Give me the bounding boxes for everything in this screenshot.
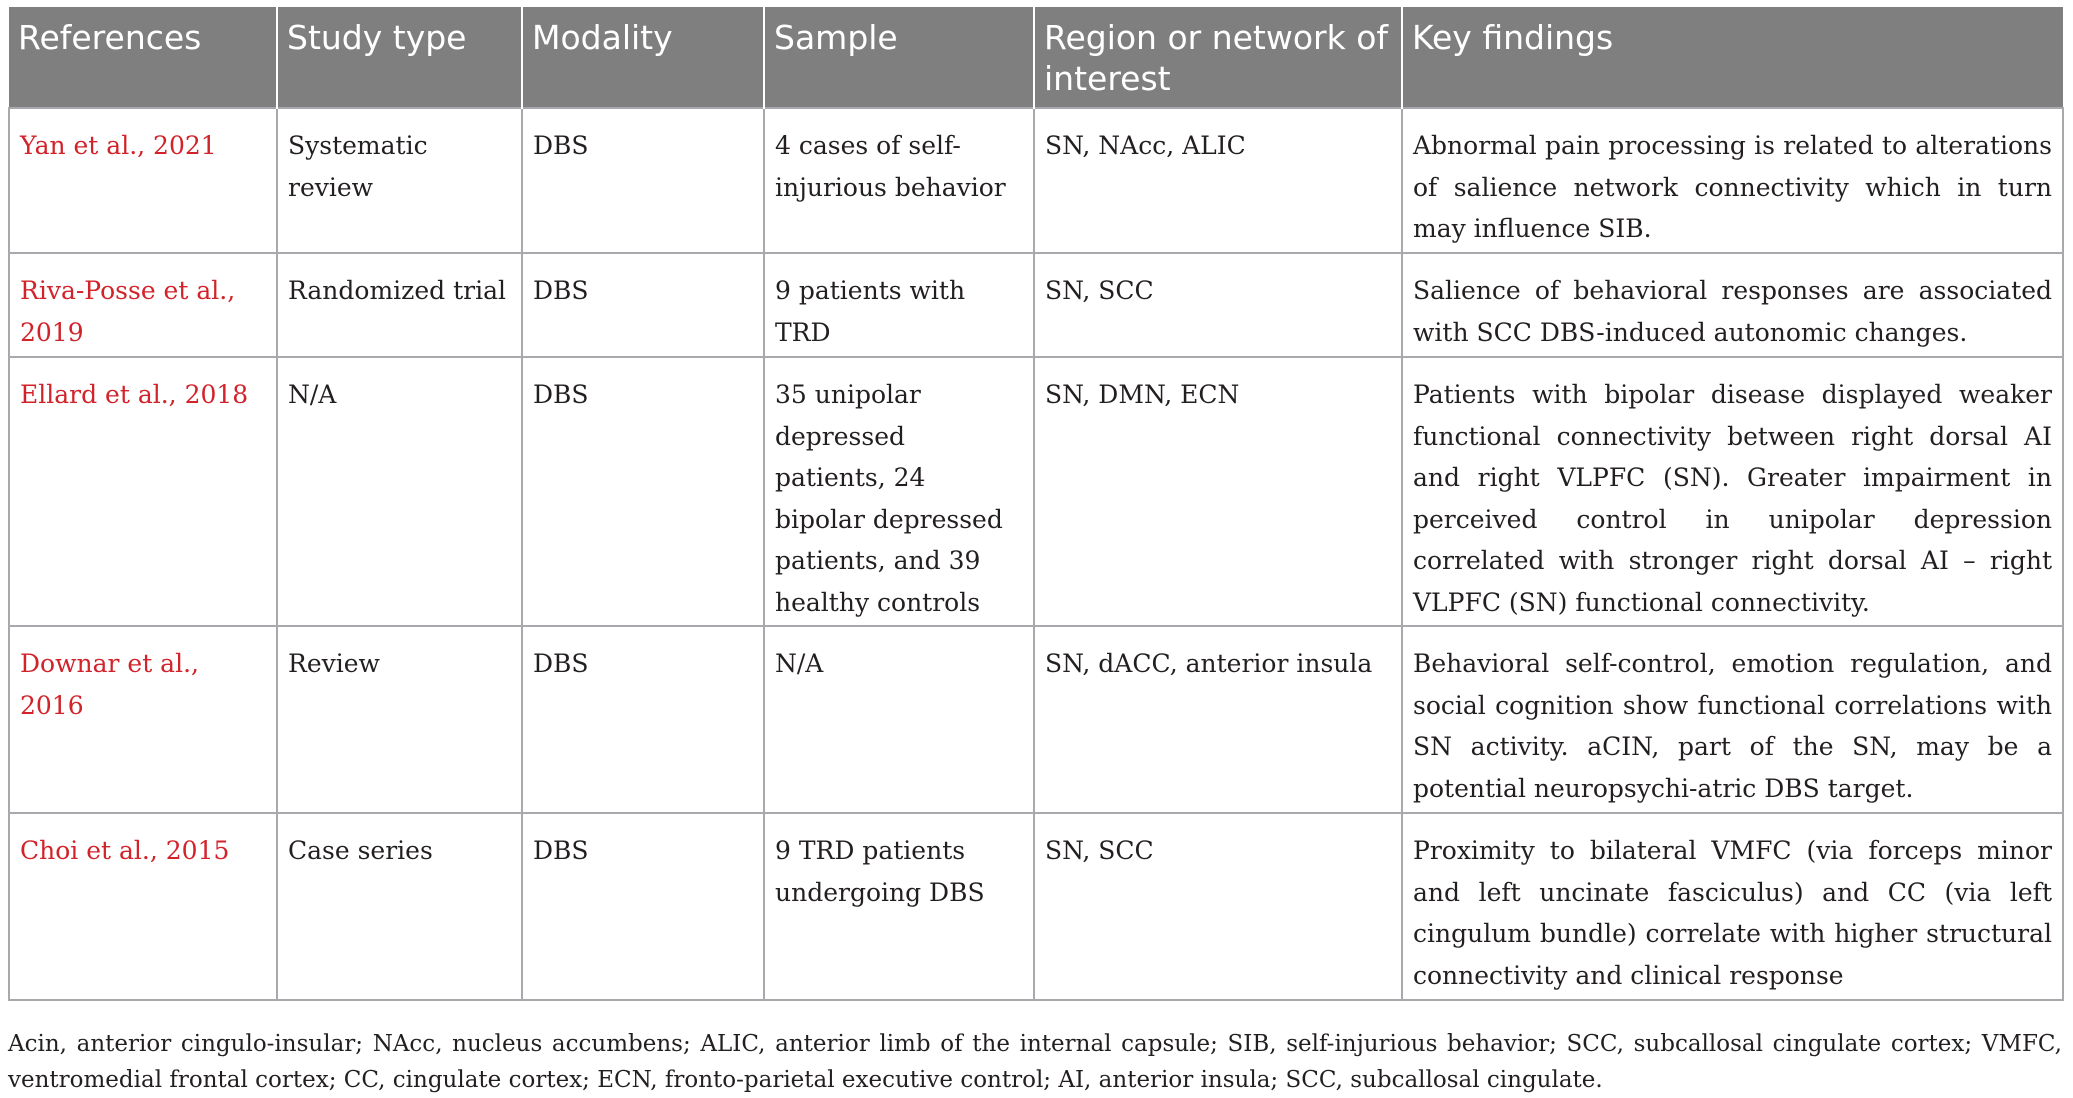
cell-key-findings: Abnormal pain processing is related to alterations of salience network connectivity which in turn may influence SIB.	[1402, 108, 2063, 253]
header-references: References	[18, 18, 202, 57]
cell-key-findings: Salience of behavioral responses are associated with SCC DBS-induced autonomic changes.	[1402, 253, 2063, 357]
reference-year-link[interactable]: 2016	[20, 690, 84, 720]
cell-reference[interactable]	[9, 813, 277, 1000]
cell-study-type: Randomized trial	[277, 253, 522, 357]
cell-study-type: Review	[277, 626, 522, 813]
cell-key-findings: Proximity to bilateral VMFC (via forceps minor and left uncinate fasciculus) and CC (via left cingulum bundle) correlate with higher structural connectivity and clinical response	[1402, 813, 2063, 1000]
reference-author-link[interactable]: Downar et al.,	[20, 649, 199, 678]
cell-modality: DBS	[522, 108, 764, 253]
cell-sample: 35 unipolar depressed patients, 24 bipolar depressed patients, and 39 healthy controls	[764, 357, 1034, 626]
reference-year-link[interactable]: 2019	[20, 317, 84, 347]
literature-table-container	[8, 7, 2062, 1001]
cell-reference[interactable]	[9, 253, 277, 357]
reference-author-link[interactable]: Ellard et al.,	[20, 380, 185, 409]
cell-study-type: N/A	[277, 357, 522, 626]
cell-sample: N/A	[764, 626, 1034, 813]
cell-study-type: Case series	[277, 813, 522, 1000]
cell-region: SN, SCC	[1034, 813, 1402, 1000]
cell-modality: DBS	[522, 626, 764, 813]
table-footnote: Acin, anterior cingulo-insular; NAcc, nucleus accumbens; ALIC, anterior limb of the internal capsule; SIB, self-injurious behavior; SCC, subcallosal cingulate cortex; VMFC, ventromedial frontal cortex; CC, cingulate cortex; ECN, fronto-parietal executive control; AI, anterior insula; SCC, subcallosal cingulate.	[8, 1031, 2062, 1093]
cell-study-type: Systematic review	[277, 108, 522, 253]
reference-author-link[interactable]: Riva-Posse et al.,	[20, 276, 236, 305]
table-row	[9, 108, 2063, 253]
cell-sample: 4 cases of self-injurious behavior	[764, 108, 1034, 253]
header-key-findings: Key findings	[1402, 7, 2063, 108]
table-row	[9, 626, 2063, 813]
header-region: Region or network of interest	[1034, 7, 1402, 108]
cell-region: SN, SCC	[1034, 253, 1402, 357]
header-study-type: Study type	[277, 7, 522, 108]
cell-key-findings: Patients with bipolar disease displayed weaker functional connectivity between right dorsal AI and right VLPFC (SN). Greater impairment in perceived control in unipolar depression correlated with stronger right dorsal AI – right VLPFC (SN) functional connectivity.	[1402, 357, 2063, 626]
reference-author-link[interactable]: Yan et al.,	[20, 131, 154, 160]
header-sample: Sample	[764, 7, 1034, 108]
cell-sample: 9 TRD patients undergoing DBS	[764, 813, 1034, 1000]
cell-modality: DBS	[522, 357, 764, 626]
cell-region: SN, NAcc, ALIC	[1034, 108, 1402, 253]
cell-reference[interactable]	[9, 626, 277, 813]
cell-key-findings: Behavioral self-control, emotion regulation, and social cognition show functional correlations with SN activity. aCIN, part of the SN, may be a potential neuropsychi-atric DBS target.	[1402, 626, 2063, 813]
literature-table	[8, 7, 2064, 1001]
cell-modality: DBS	[522, 253, 764, 357]
cell-sample: 9 patients with TRD	[764, 253, 1034, 357]
reference-year-link[interactable]: 2015	[165, 836, 230, 865]
cell-modality: DBS	[522, 813, 764, 1000]
table-row	[9, 357, 2063, 626]
cell-region: SN, DMN, ECN	[1034, 357, 1402, 626]
reference-author-link[interactable]: Choi et al.,	[20, 836, 166, 865]
cell-reference[interactable]	[9, 108, 277, 253]
header-modality: Modality	[522, 7, 764, 108]
table-header-row	[9, 7, 2063, 108]
cell-reference[interactable]	[9, 357, 277, 626]
reference-year-link[interactable]: 2018	[184, 380, 249, 409]
table-row	[9, 253, 2063, 357]
reference-year-link[interactable]: 2021	[153, 131, 217, 160]
table-row	[9, 813, 2063, 1000]
cell-region: SN, dACC, anterior insula	[1034, 626, 1402, 813]
